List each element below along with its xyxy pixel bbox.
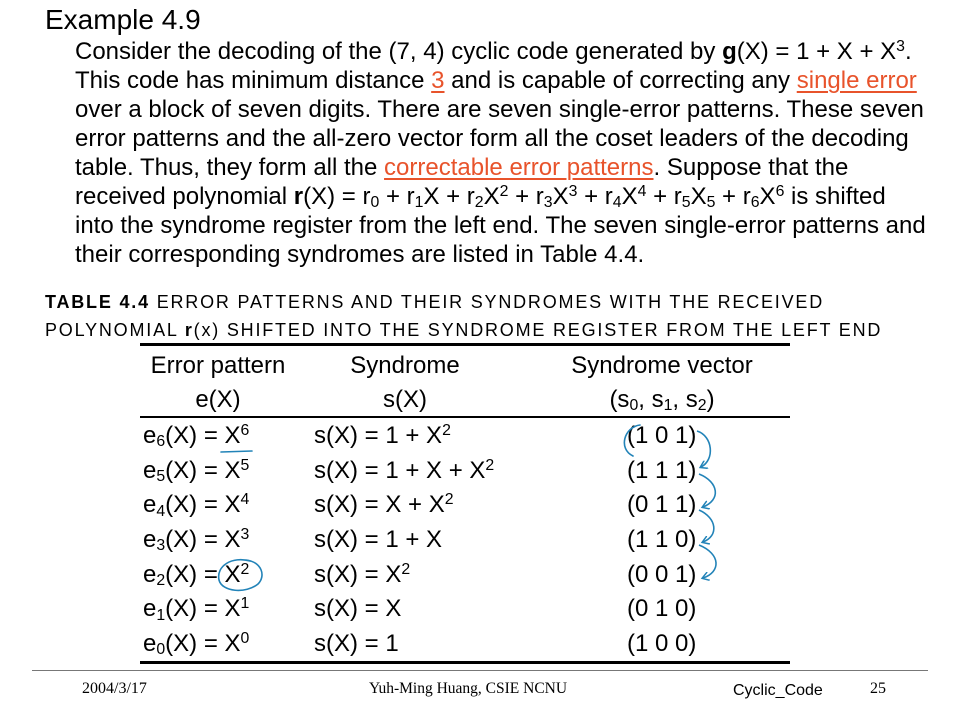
text-run: and is capable of correcting any <box>444 67 797 94</box>
table-caption <box>45 288 882 344</box>
text-run: X <box>621 183 638 210</box>
text-run: Consider the decoding of the (7, 4) cyclic code generated by <box>75 38 723 65</box>
subscript: 1 <box>156 606 166 624</box>
header-syndrome: Syndrome <box>350 352 460 379</box>
text-run: ) <box>706 386 715 413</box>
highlighted-term: correctable error patterns <box>384 154 654 181</box>
error-pattern-cell <box>143 419 314 454</box>
text-run: s(X) = 1 + X + X <box>314 456 486 484</box>
text-run: s(X) = 1 <box>314 629 399 657</box>
text-run: s(X) = 1 + X <box>314 422 443 449</box>
text-run: (X) = X <box>165 525 241 553</box>
superscript: 2 <box>485 456 495 474</box>
text-run: (X) = X <box>165 560 241 588</box>
text-run: X <box>690 183 707 210</box>
text-run: their corresponding syndromes are listed in Table 4.4. <box>75 241 645 268</box>
text-run: (X) = X <box>165 422 241 449</box>
subscript: 0 <box>156 641 166 659</box>
superscript: 2 <box>444 491 454 509</box>
subscript: 0 <box>370 194 380 212</box>
header-syndrome-vector: Syndrome vector <box>571 352 753 379</box>
highlighted-term: single error <box>796 67 917 94</box>
text-run: X + r <box>423 183 475 210</box>
subscript: 1 <box>663 397 673 415</box>
text-run: e(X) <box>195 386 241 413</box>
syndrome-cell <box>314 592 627 627</box>
superscript: 5 <box>240 456 250 474</box>
text-run: + r <box>508 183 544 210</box>
syndrome-cell <box>314 454 627 489</box>
paragraph-line <box>75 182 926 211</box>
text-run: e <box>143 595 157 623</box>
syndrome-vector-cell: (1 0 1) <box>627 422 697 449</box>
subscript: 6 <box>156 433 166 451</box>
paragraph-line <box>75 153 926 182</box>
table-row <box>143 627 787 662</box>
subscript: 5 <box>156 468 166 486</box>
text-run: This code has minimum distance <box>75 67 432 94</box>
error-pattern-cell <box>143 592 314 627</box>
subscript: 3 <box>543 194 553 212</box>
highlighted-term: 3 <box>431 67 445 94</box>
caption-line <box>45 288 882 316</box>
text-run: . Suppose that the <box>653 154 849 181</box>
table-row <box>143 488 787 523</box>
superscript: 0 <box>240 630 250 648</box>
error-pattern-cell <box>143 523 314 558</box>
text-run: . <box>904 38 912 65</box>
superscript: 2 <box>240 560 250 578</box>
paragraph-line <box>75 240 926 269</box>
bold-symbol: TABLE 4.4 <box>45 292 150 312</box>
text-run: ERROR PATTERNS AND THEIR SYNDROMES WITH THE RECEIVED <box>149 292 825 312</box>
paragraph-line <box>75 66 926 95</box>
text-run: X <box>552 183 569 210</box>
subscript: 3 <box>156 537 166 555</box>
text-run: + r <box>715 183 751 210</box>
table-row <box>143 419 787 454</box>
superscript: 3 <box>568 183 578 201</box>
syndrome-vector-cell: (1 1 0) <box>627 525 697 553</box>
bold-symbol: r <box>293 183 304 210</box>
syndrome-vector-cell: (1 0 0) <box>627 629 697 657</box>
footer-divider <box>32 670 928 671</box>
text-run: (X) = X <box>165 629 241 657</box>
subscript: 5 <box>681 194 691 212</box>
text-run: (X) = X <box>165 456 241 484</box>
syndrome-vector-cell: (0 0 1) <box>627 560 697 588</box>
text-run: s(X) = X + X <box>314 491 445 519</box>
text-run: e <box>143 629 157 657</box>
superscript: 6 <box>240 422 250 440</box>
syndrome-cell <box>314 419 627 454</box>
text-run: into the syndrome register from the left end. The seven single-error patterns and <box>75 212 926 239</box>
text-run: e <box>143 422 157 449</box>
syndrome-vector-cell: (0 1 0) <box>627 595 697 623</box>
paragraph-line <box>75 124 926 153</box>
table-row <box>143 592 787 627</box>
text-run: s(X) = 1 + X <box>314 525 443 553</box>
subscript: 2 <box>474 194 484 212</box>
text-run: X <box>759 183 776 210</box>
syndrome-cell <box>314 523 627 558</box>
subscript: 4 <box>156 502 166 520</box>
text-run: (X) = X <box>165 595 241 623</box>
text-run: X <box>483 183 500 210</box>
subscript: 1 <box>414 194 424 212</box>
superscript: 2 <box>401 560 411 578</box>
text-run: s(X) <box>383 386 427 413</box>
page-number: 25 <box>870 680 886 697</box>
table-row <box>143 454 787 489</box>
text-run: s(X) = X <box>314 560 402 588</box>
slide-title: Example 4.9 <box>45 4 201 35</box>
text-run: received polynomial <box>75 183 294 210</box>
subscript: 5 <box>706 194 716 212</box>
error-pattern-cell <box>143 488 314 523</box>
table-body <box>143 419 787 662</box>
text-run: POLYNOMIAL <box>45 320 185 340</box>
superscript: 3 <box>896 38 905 56</box>
text-run: e <box>143 456 157 484</box>
text-run: + r <box>577 183 613 210</box>
text-run: + r <box>379 183 415 210</box>
footer-date: 2004/3/17 <box>82 680 147 697</box>
syndrome-cell <box>314 627 627 662</box>
text-run: (X) = X <box>165 491 241 519</box>
syndrome-cell <box>314 488 627 523</box>
text-run: e <box>143 560 157 588</box>
subscript: 0 <box>629 397 639 415</box>
table-top-rule <box>140 343 790 346</box>
paragraph-line <box>75 211 926 240</box>
text-run: e <box>143 491 157 519</box>
header-error-symbol <box>143 383 293 417</box>
paragraph-line <box>75 95 926 124</box>
text-run: over a block of seven digits. There are seven single-error patterns. These seven <box>75 96 924 123</box>
caption-line <box>45 316 882 344</box>
superscript: 4 <box>240 491 250 509</box>
text-run: e <box>143 525 157 553</box>
text-run: error patterns and the all-zero vector form all the coset leaders of the decoding <box>75 125 909 152</box>
header-error-pattern: Error pattern <box>150 352 286 379</box>
table-row <box>143 558 787 593</box>
syndrome-vector-cell: (0 1 1) <box>627 491 697 519</box>
syndrome-cell <box>314 558 627 593</box>
text-run: , s <box>672 386 698 413</box>
superscript: 4 <box>637 183 647 201</box>
subscript: 6 <box>750 194 760 212</box>
header-syndrome-symbol <box>335 383 475 417</box>
example-paragraph <box>75 37 926 269</box>
text-run: (X) = 1 + X + X <box>736 38 897 65</box>
syndrome-vector-cell: (1 1 1) <box>627 456 697 484</box>
superscript: 6 <box>775 183 785 201</box>
text-run: (s <box>609 386 630 413</box>
subscript: 4 <box>612 194 622 212</box>
error-pattern-cell <box>143 627 314 662</box>
bold-symbol: r <box>184 320 194 340</box>
superscript: 3 <box>240 526 250 544</box>
footer-author: Yuh-Ming Huang, CSIE NCNU <box>369 680 568 697</box>
superscript: 2 <box>499 183 509 201</box>
text-run: (x) SHIFTED INTO THE SYNDROME REGISTER FROM THE LEFT END <box>193 320 883 340</box>
text-run: is shifted <box>784 183 886 210</box>
text-run: table. Thus, they form all the <box>75 154 385 181</box>
error-pattern-cell <box>143 454 314 489</box>
paragraph-line <box>75 37 926 66</box>
footer-topic: Cyclic_Code <box>733 682 823 699</box>
bold-symbol: g <box>722 38 737 65</box>
table-row <box>143 523 787 558</box>
subscript: 2 <box>697 397 707 415</box>
error-pattern-cell <box>143 558 314 593</box>
superscript: 2 <box>442 422 451 440</box>
text-run: (X) = r <box>303 183 371 210</box>
superscript: 1 <box>240 595 250 613</box>
text-run: + r <box>646 183 682 210</box>
text-run: s(X) = X <box>314 595 402 623</box>
subscript: 2 <box>156 572 166 590</box>
text-run: , s <box>638 386 664 413</box>
header-vector-symbol <box>562 383 762 417</box>
